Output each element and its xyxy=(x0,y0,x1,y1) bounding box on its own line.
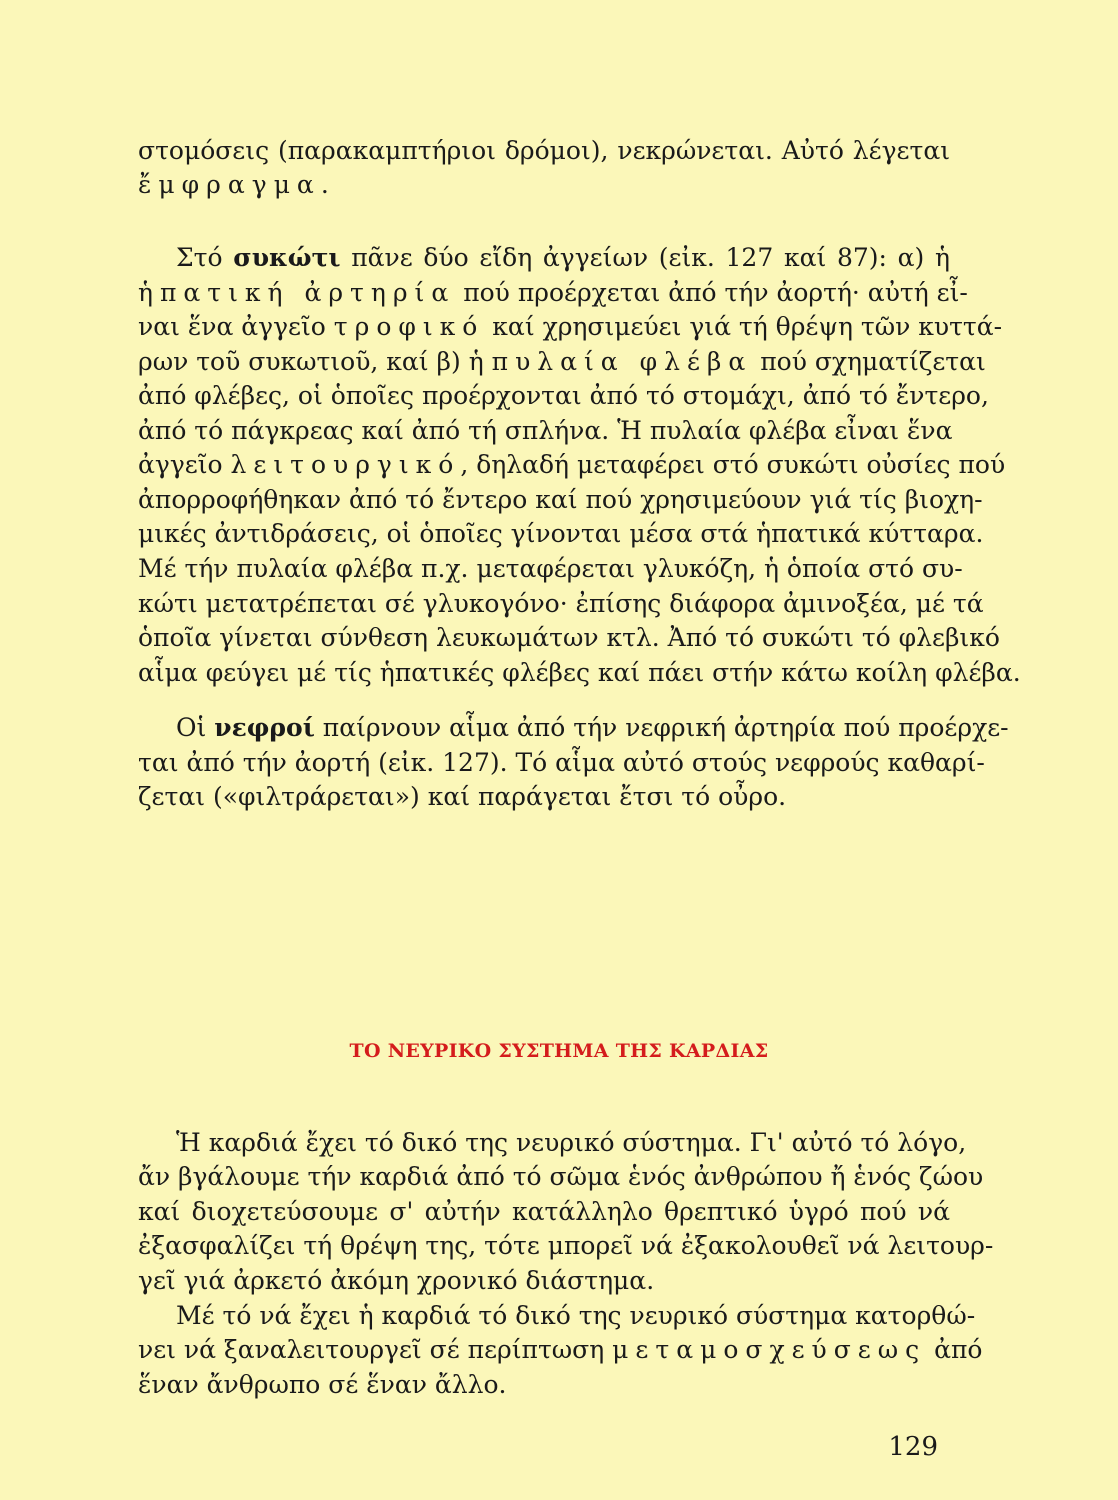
text-line: Μέ τήν πυλαία φλέβα π.χ. μεταφέρεται γλυκόζη, ἡ ὁποία στό συ- xyxy=(138,554,963,583)
spaced-term: πυλαία φλέβα xyxy=(491,347,753,376)
text-line xyxy=(138,276,968,310)
bold-term: συκώτι xyxy=(233,243,341,272)
spaced-term: λειτουργικό xyxy=(230,450,461,479)
text-run: καί χρησιμεύει γιά τή θρέψη τῶν κυττά- xyxy=(484,312,1003,341)
text-run: νει νά ξαναλειτουργεῖ σέ περίπτωση xyxy=(138,1335,613,1364)
page-number: 129 xyxy=(888,1432,938,1462)
spaced-term: μεταμοσχεύσεως xyxy=(612,1335,927,1364)
text-line: αἷμα φεύγει μέ τίς ἡπατικές φλέβες καί πάει στήν κάτω κοίλη φλέβα. xyxy=(138,658,1021,687)
text-line: στομόσεις (παρακαμπτήριοι δρόμοι), νεκρώνεται. Αὐτό λέγεται xyxy=(138,136,950,165)
section-heading: ΤΟ ΝΕΥΡΙΚΟ ΣΥΣΤΗΜΑ ΤΗΣ ΚΑΡΔΙΑΣ xyxy=(349,1040,769,1062)
text-run: ρων τοῦ συκωτιοῦ, καί β) ἡ xyxy=(138,347,492,376)
text-run: ἀγγεῖο xyxy=(138,450,231,479)
text-run: ναι ἕνα ἀγγεῖο xyxy=(138,312,334,341)
text-run: Στό xyxy=(176,243,234,272)
text-line xyxy=(138,1333,983,1367)
text-line-spaced: ἔμφραγμα. xyxy=(138,170,336,199)
text-run: πᾶνε δύο εἴδη ἀγγείων (εἰκ. 127 καί 87): α) ἡ xyxy=(340,243,950,272)
text-line: Ἡ καρδιά ἔχει τό δικό της νευρικό σύστημα. Γι' αὐτό τό λόγο, xyxy=(176,1128,967,1157)
text-line: Μέ τό νά ἔχει ἡ καρδιά τό δικό της νευρικό σύστημα κατορθώ- xyxy=(176,1301,976,1330)
text-line xyxy=(176,711,1009,745)
text-run: , δηλαδή μεταφέρει στό συκώτι οὐσίες πού xyxy=(460,450,1006,479)
text-line: ται ἀπό τήν ἀορτή (εἰκ. 127). Τό αἷμα αὐτό στούς νεφρούς καθαρί- xyxy=(138,748,985,777)
text-line: καί διοχετεύσουμε σ' αὐτήν κατάλληλο θρεπτικό ὑγρό πού νά xyxy=(138,1197,950,1226)
text-line xyxy=(138,448,1006,482)
text-run: Οἱ xyxy=(176,713,215,742)
spaced-term: τροφικό xyxy=(333,312,485,341)
text-line: κώτι μετατρέπεται σέ γλυκογόνο· ἐπίσης διάφορα ἀμινοξέα, μέ τά xyxy=(138,589,984,618)
text-line: γεῖ γιά ἀρκετό ἀκόμη χρονικό διάστημα. xyxy=(138,1266,655,1295)
text-line xyxy=(176,241,950,275)
bold-term: νεφροί xyxy=(214,713,315,742)
text-line: ἐξασφαλίζει τή θρέψη της, τότε μπορεῖ νά ἐξακολουθεῖ νά λειτουρ- xyxy=(138,1231,994,1260)
text-line: ζεται («φιλτράρεται») καί παράγεται ἔτσι τό οὖρο. xyxy=(138,782,787,811)
text-line: ἀπορροφήθηκαν ἀπό τό ἔντερο καί πού χρησιμεύουν γιά τίς βιοχη- xyxy=(138,485,983,514)
text-line: μικές ἀντιδράσεις, οἱ ὁποῖες γίνονται μέσα στά ἡπατικά κύτταρα. xyxy=(138,519,984,548)
text-line: ἀπό τό πάγκρεας καί ἀπό τή σπλήνα. Ἡ πυλαία φλέβα εἶναι ἕνα xyxy=(138,416,953,445)
text-run: πού σχηματίζεται xyxy=(752,347,986,376)
text-run: παίρνουν αἷμα ἀπό τήν νεφρική ἀρτηρία πού προέρχε- xyxy=(314,713,1009,742)
spaced-term: ἡπατική ἀρτηρία xyxy=(138,278,456,307)
text-run: πού προέρχεται ἀπό τήν ἀορτή· αὐτή εἶ- xyxy=(455,278,968,307)
text-line: ἄν βγάλουμε τήν καρδιά ἀπό τό σῶμα ἑνός ἀνθρώπου ἤ ἑνός ζώου xyxy=(138,1162,984,1191)
text-line: ὁποῖα γίνεται σύνθεση λευκωμάτων κτλ. Ἀπό τό συκώτι τό φλεβικό xyxy=(138,623,1000,652)
text-line xyxy=(138,345,986,379)
text-line xyxy=(138,310,1003,344)
text-run: ἀπό xyxy=(926,1335,983,1364)
text-line: ἕναν ἄνθρωπο σέ ἕναν ἄλλο. xyxy=(138,1370,507,1399)
text-line: ἀπό φλέβες, οἱ ὁποῖες προέρχονται ἀπό τό στομάχι, ἀπό τό ἔντερο, xyxy=(138,381,989,410)
